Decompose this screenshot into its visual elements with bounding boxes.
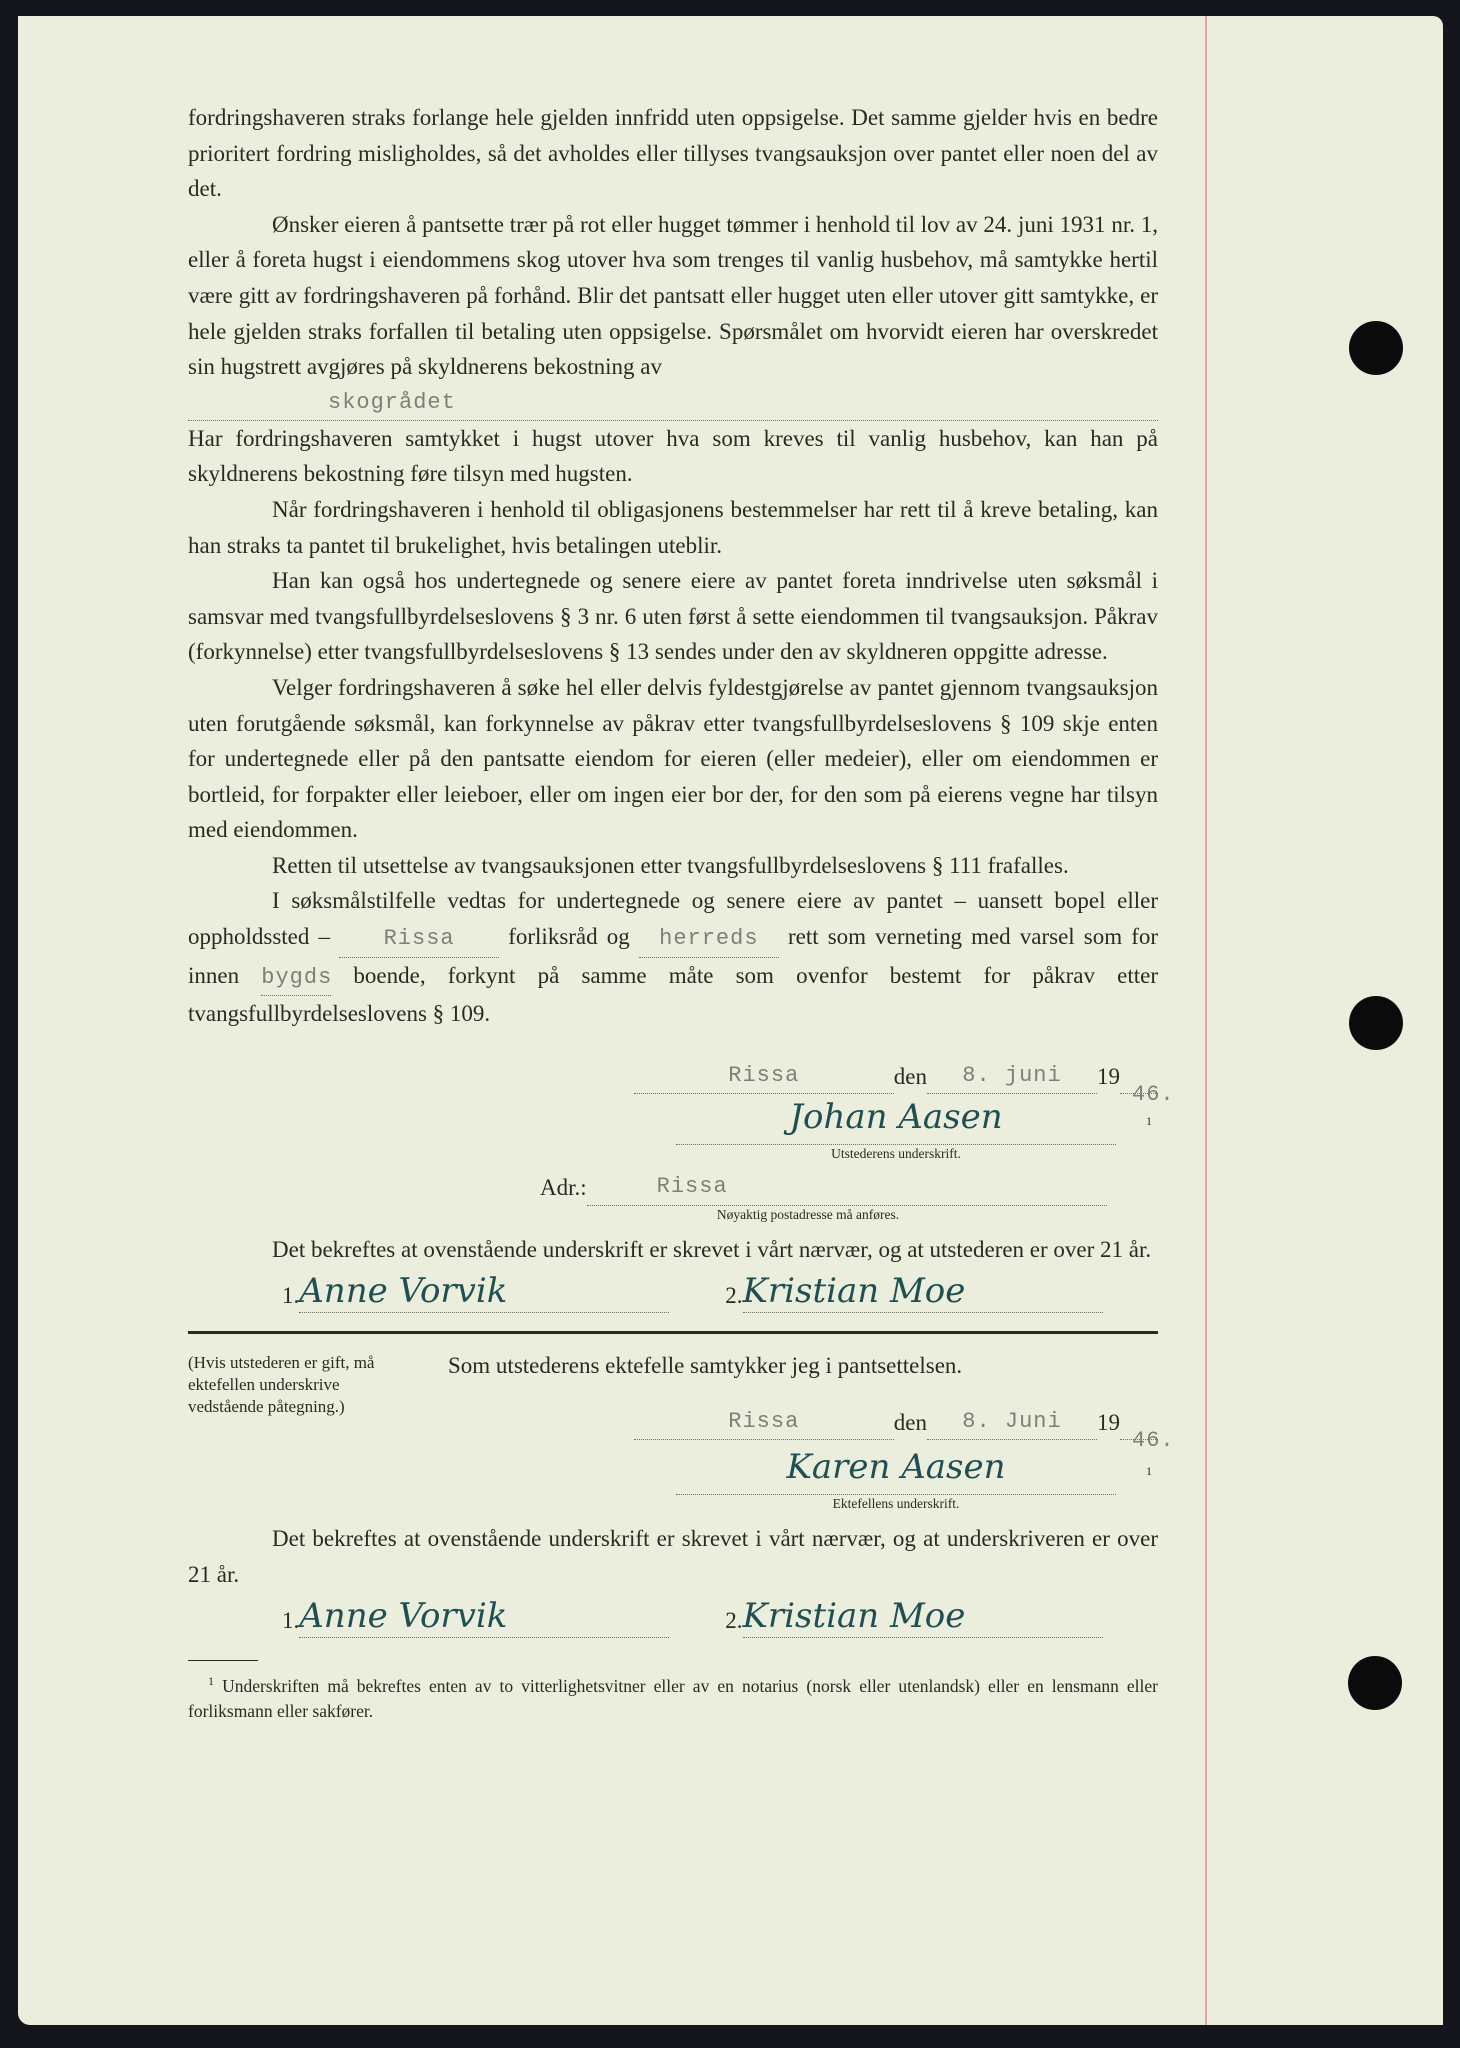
paragraph: fordringshaveren straks forlange hele gjelden innfridd uten oppsigelse. Det samme gjelder hvis en bedre prioritert fordring misligholdes, så det avholdes eller tillyses tvangsauksjon over pantet eller noen del av det. [188, 105, 1158, 202]
address-label: Adr.: [540, 1175, 587, 1201]
venue-text: boende, forkynt på samme måte som ovenfor bestemt for påkrav etter tvangsfullbyrdelseslovens § 109. [188, 962, 1159, 1027]
witness-signature: Anne Vorvik [299, 1595, 508, 1636]
witness-signature: Anne Vorvik [299, 1270, 508, 1311]
witness-row [188, 1270, 1158, 1314]
spouse-section [188, 1348, 1175, 1454]
paragraph: Velger fordringshaveren å søke hel eller delvis fyldestgjørelse av pantet gjennom tvangsauksjon uten forutgående søksmål, kan forkynnelse av påkrav etter tvangsfullbyrdelseslovens § 109 skje enten for undertegnede eller på den pantsatte eiendom for eieren (eller medeier), eller om eiendommen er bortleid, for forpakter eller leieboer, eller om ingen eier bor der, for den som på eierens vegne har tilsyn med eiendommen. [188, 674, 1158, 843]
den-label: den [893, 1409, 927, 1435]
red-margin-line [1205, 16, 1207, 2025]
typed-area: bygds [261, 964, 333, 990]
typed-date-day: 8. Juni [962, 1408, 1062, 1434]
venue-text: I søksmålstilfelle vedtas for undertegnede og senere eiere av pantet – uansett bopel eller oppholdssted – [188, 888, 1158, 950]
footnote-marker: 1 [208, 1674, 214, 1689]
footnote-rule [188, 1660, 258, 1661]
paragraph: Ønsker eieren å pantsette trær på rot eller hugget tømmer i henhold til lov av 24. juni 1931 nr. 1, eller å foreta hugst i eiendommens skog utover hva som trenges til vanlig husbehov, må samtykke hertil være gitt av fordringshaveren på forhånd. Blir det pantsatt eller hugget uten eller utover gitt samtykke, er hele gjelden straks forfallen til betaling uten oppsigelse. Spørsmålet om hvorvidt eieren har overskredet sin hugstrett avgjøres på skyldnerens bekostning av [188, 211, 1158, 380]
punch-hole-icon [1349, 321, 1403, 375]
venue-paragraph [188, 883, 1158, 1031]
typed-year: 46. [1132, 1082, 1175, 1108]
century-label: 19 [1097, 1409, 1120, 1435]
spouse-signature: Karen Aasen [786, 1447, 1006, 1488]
paragraph: Han kan også hos undertegnede og senere eiere av pantet foreta inndrivelse uten søksmål i samsvar med tvangsfullbyrdelseslovens § 3 nr. 6 uten først å sette eiendommen til tvangsauksjon. Påkrav (forkynnelse) etter tvangsfullbyrdelseslovens § 13 sendes under den av skyldneren oppgitte adresse. [188, 568, 1158, 665]
paragraph: Har fordringshaveren samtykket i hugst utover hva som kreves til vanlig husbehov, kan han på skyldnerens bekostning føre tilsyn med hugsten. [188, 425, 1158, 487]
witness-number: 1. [282, 1607, 300, 1633]
typed-date-day: 8. juni [962, 1062, 1062, 1088]
typed-place: Rissa [383, 926, 455, 952]
fill-line-skog [188, 385, 1158, 421]
typed-date-place: Rissa [728, 1408, 800, 1434]
witness-statement: Det bekreftes at ovenstående underskrift er skrevet i vårt nærvær, og at underskriveren er over 21 år. [188, 1526, 1158, 1587]
paragraph: Retten til utsettelse av tvangsauksjonen etter tvangsfullbyrdelseslovens § 111 frafalles. [272, 852, 1069, 878]
issuer-signature-caption: Utstederens underskrift. [831, 1146, 961, 1162]
paragraph: Når fordringshaveren i henhold til obligasjonens bestemmelser har rett til å kreve betaling, kan han straks ta pantet til brukelighet, hvis betalingen uteblir. [188, 496, 1158, 558]
spouse-note: (Hvis utstederen er gift, må ektefellen underskrive vedstående påtegning.) [188, 1353, 375, 1417]
witness-signature: Kristian Moe [742, 1270, 966, 1311]
witness-row [188, 1595, 1158, 1639]
witness-signature: Kristian Moe [742, 1595, 966, 1636]
footnote [188, 1669, 1158, 1724]
spouse-consent: Som utstederens ektefelle samtykker jeg i pantsettelsen. [448, 1353, 963, 1379]
address-caption: Nøyaktig postadresse må anføres. [716, 1207, 900, 1223]
typed-date-place: Rissa [728, 1062, 800, 1088]
typed-address: Rissa [656, 1174, 728, 1200]
typed-court: herreds [659, 926, 759, 952]
footnote-marker: 1 [1146, 1113, 1152, 1128]
typed-skograadet: skogrådet [328, 389, 456, 415]
witness-statement: Det bekreftes at ovenstående underskrift er skrevet i vårt nærvær, og at utstederen er over 21 år. [272, 1237, 1152, 1263]
section-divider [188, 1331, 1158, 1334]
footnote-marker: 1 [1146, 1463, 1152, 1478]
footnote-text: Underskriften må bekreftes enten av to vitterlighetsvitner eller av en notarius (norsk eller utenlandsk) eller en lensmann eller forliksmann eller sakfører. [188, 1676, 1159, 1722]
witness-number: 2. [725, 1607, 743, 1633]
punch-hole-icon [1348, 1656, 1402, 1710]
den-label: den [893, 1063, 927, 1089]
issuer-date-line [188, 1056, 1175, 1108]
witness-number: 2. [725, 1282, 743, 1308]
century-label: 19 [1097, 1063, 1120, 1089]
spouse-signature-caption: Ektefellens underskrift. [832, 1496, 960, 1512]
venue-text: rett som verneting med varsel som for innen [188, 924, 1159, 988]
typed-year: 46. [1132, 1428, 1175, 1454]
witness-number: 1. [282, 1282, 300, 1308]
issuer-signature: Johan Aasen [789, 1097, 1003, 1138]
spouse-date-line [448, 1402, 1175, 1454]
punch-hole-icon [1349, 996, 1403, 1050]
venue-text: forliksråd og [508, 924, 630, 950]
document-body [188, 100, 1175, 1724]
